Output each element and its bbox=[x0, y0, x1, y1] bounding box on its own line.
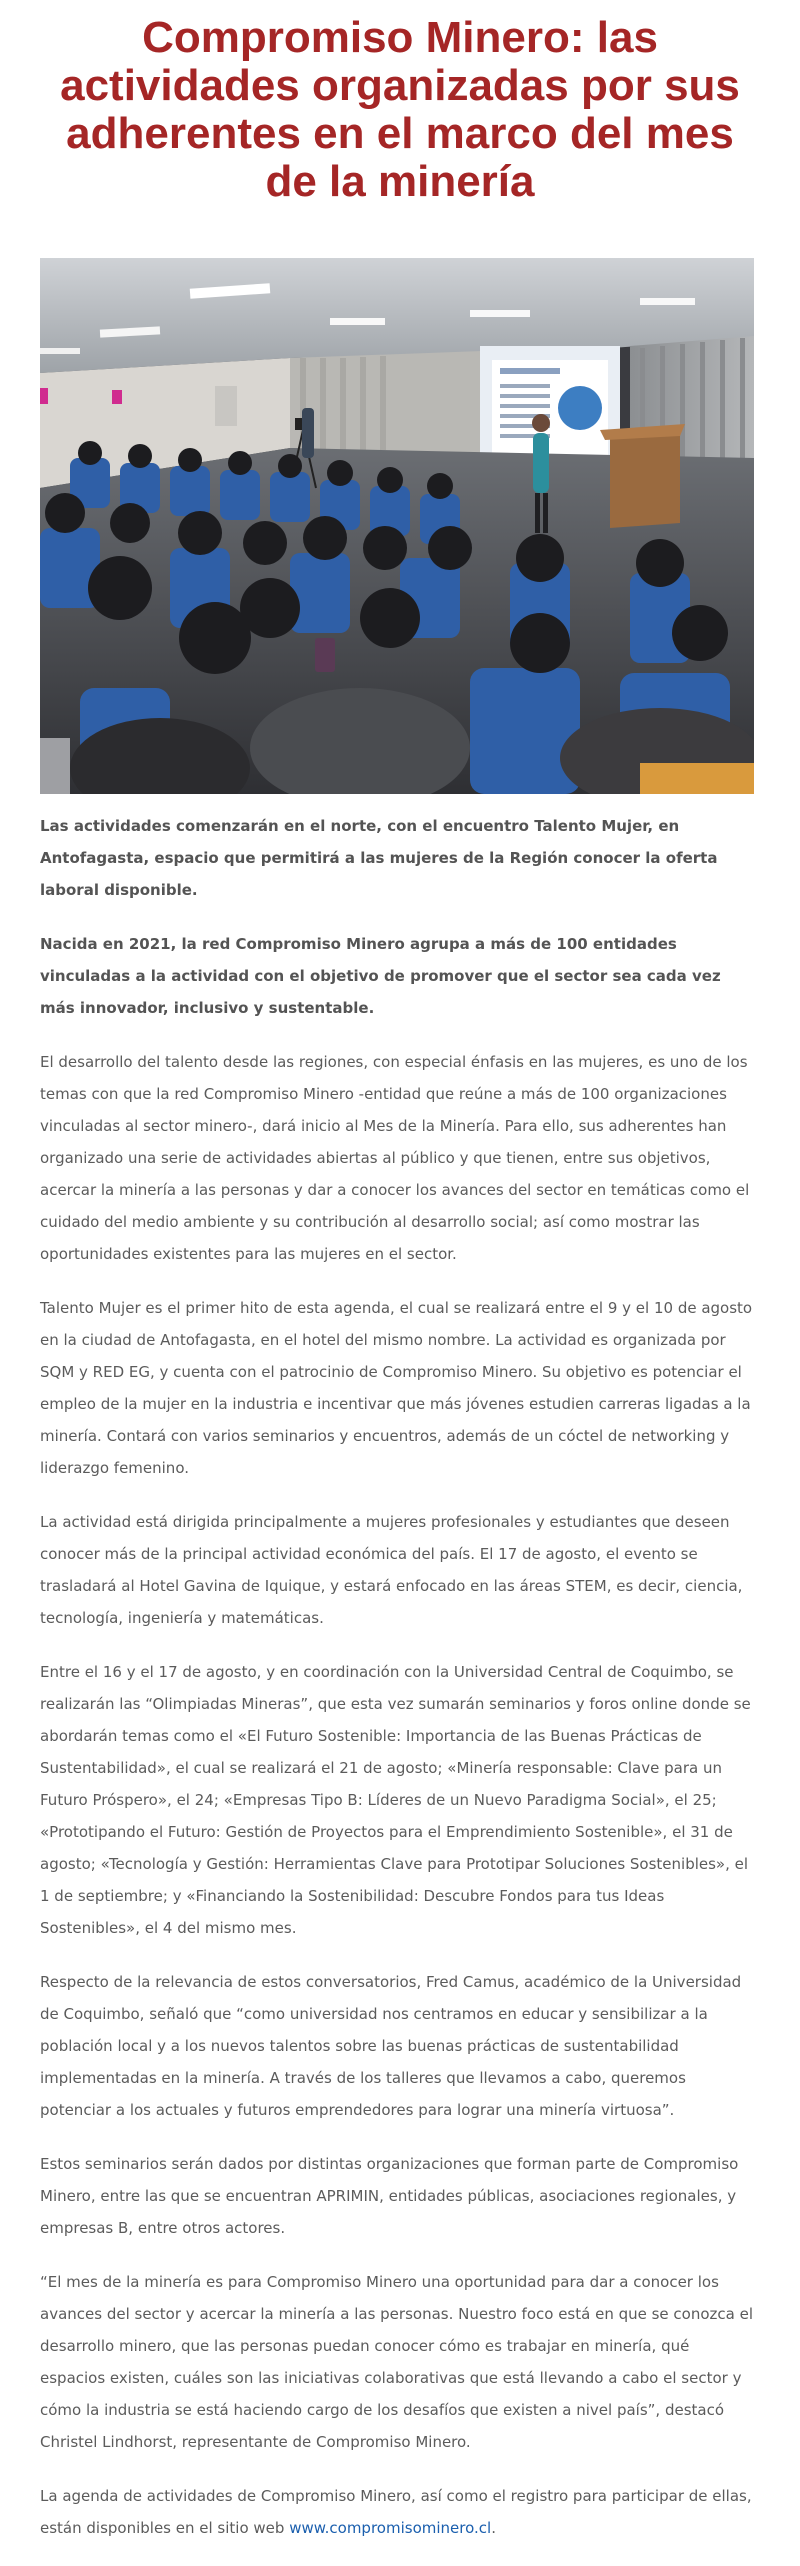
body-paragraph: Estos seminarios serán dados por distintas organizaciones que forman parte de Compromiso Minero, entre las que se encuentran APRIMIN, entidades públicas, asociaciones regionales, y empresas B, entre otros actores. bbox=[40, 2155, 739, 2237]
closing-text: La agenda de actividades de Compromiso Minero, así como el registro para participar de ellas, están disponibles en el sitio web bbox=[40, 2487, 752, 2537]
body-paragraph: Entre el 16 y el 17 de agosto, y en coordinación con la Universidad Central de Coquimbo, se realizarán las “Olimpiadas Mineras”, que esta vez sumarán seminarios y foros online donde se abordarán temas como el «El Futuro Sostenible: Importancia de las Buenas Prácticas de Sustentabilidad», el cual se realizará el 21 de agosto; «Minería responsable: Clave para un Futuro Próspero», el 24; «Empresas Tipo B: Líderes de un Nuevo Paradigma Social», el 25; «Prototipando el Futuro: Gestión de Proyectos para el Emprendimiento Sostenible», el 31 de agosto; «Tecnología y Gestión: Herramientas Clave para Prototipar Soluciones Sostenibles», el 1 de septiembre; y «Financiando la Sostenibilidad: Descubre Fondos para tus Ideas Sostenibles», el 4 del mismo mes. bbox=[40, 1663, 751, 1937]
article-body bbox=[40, 810, 754, 2566]
closing-end: . bbox=[491, 2519, 496, 2537]
body-paragraph: El desarrollo del talento desde las regiones, con especial énfasis en las mujeres, es uno de los temas con que la red Compromiso Minero -entidad que reúne a más de 100 organizaciones vinculadas al sector minero-, dará inicio al Mes de la Minería. Para ello, sus adherentes han organizado una serie de actividades abiertas al público y que tienen, entre sus objetivos, acercar la minería a las personas y dar a conocer los avances del sector en temáticas como el cuidado del medio ambiente y su contribución al desarrollo social; así como mostrar las oportunidades existentes para las mujeres en el sector. bbox=[40, 1053, 750, 1263]
article-title: Compromiso Minero: las actividades organizadas por sus adherentes en el marco del mes de la minería bbox=[60, 13, 740, 206]
body-paragraph: La actividad está dirigida principalmente a mujeres profesionales y estudiantes que deseen conocer más de la principal actividad económica del país. El 17 de agosto, el evento se trasladará al Hotel Gavina de Iquique, y estará enfocado en las áreas STEM, es decir, ciencia, tecnología, ingeniería y matemáticas. bbox=[40, 1513, 743, 1627]
body-paragraph: Respecto de la relevancia de estos conversatorios, Fred Camus, académico de la Universidad de Coquimbo, señaló que “como universidad nos centramos en educar y sensibilizar a la población local y a los nuevos talentos sobre las buenas prácticas de sustentabilidad implementadas en la minería. A través de los talleres que llevamos a cabo, queremos potenciar a los actuales y futuros emprendedores para lograr una minería virtuosa”. bbox=[40, 1973, 742, 2119]
lead-paragraph-1: Las actividades comenzarán en el norte, con el encuentro Talento Mujer, en Antofagasta, espacio que permitirá a las mujeres de la Región conocer la oferta laboral disponible. bbox=[40, 817, 718, 899]
website-link[interactable]: www.compromisominero.cl bbox=[289, 2519, 492, 2537]
body-paragraph: “El mes de la minería es para Compromiso Minero una oportunidad para dar a conocer los avances del sector y acercar la minería a las personas. Nuestro foco está en que se conozca el desarrollo minero, que las personas puedan conocer cómo es trabajar en minería, qué espacios existen, cuáles son las iniciativas colaborativas que está llevando a cabo el sector y cómo la industria se está haciendo cargo de los desafíos que existen a nivel país”, destacó Christel Lindhorst, representante de Compromiso Minero. bbox=[40, 2273, 754, 2451]
body-paragraph: Talento Mujer es el primer hito de esta agenda, el cual se realizará entre el 9 y el 10 de agosto en la ciudad de Antofagasta, en el hotel del mismo nombre. La actividad es organizada por SQM y RED EG, y cuenta con el patrocinio de Compromiso Minero. Su objetivo es potenciar el empleo de la mujer en la industria e incentivar que más jóvenes estudien carreras ligadas a la minería. Contará con varios seminarios y encuentros, además de un cóctel de networking y liderazgo femenino. bbox=[40, 1299, 753, 1477]
closing-paragraph bbox=[40, 2480, 754, 2544]
lead-paragraph-2: Nacida en 2021, la red Compromiso Minero agrupa a más de 100 entidades vinculadas a la actividad con el objetivo de promover que el sector sea cada vez más innovador, inclusivo y sustentable. bbox=[40, 935, 721, 1017]
hero-photo-auditorium bbox=[40, 258, 754, 794]
